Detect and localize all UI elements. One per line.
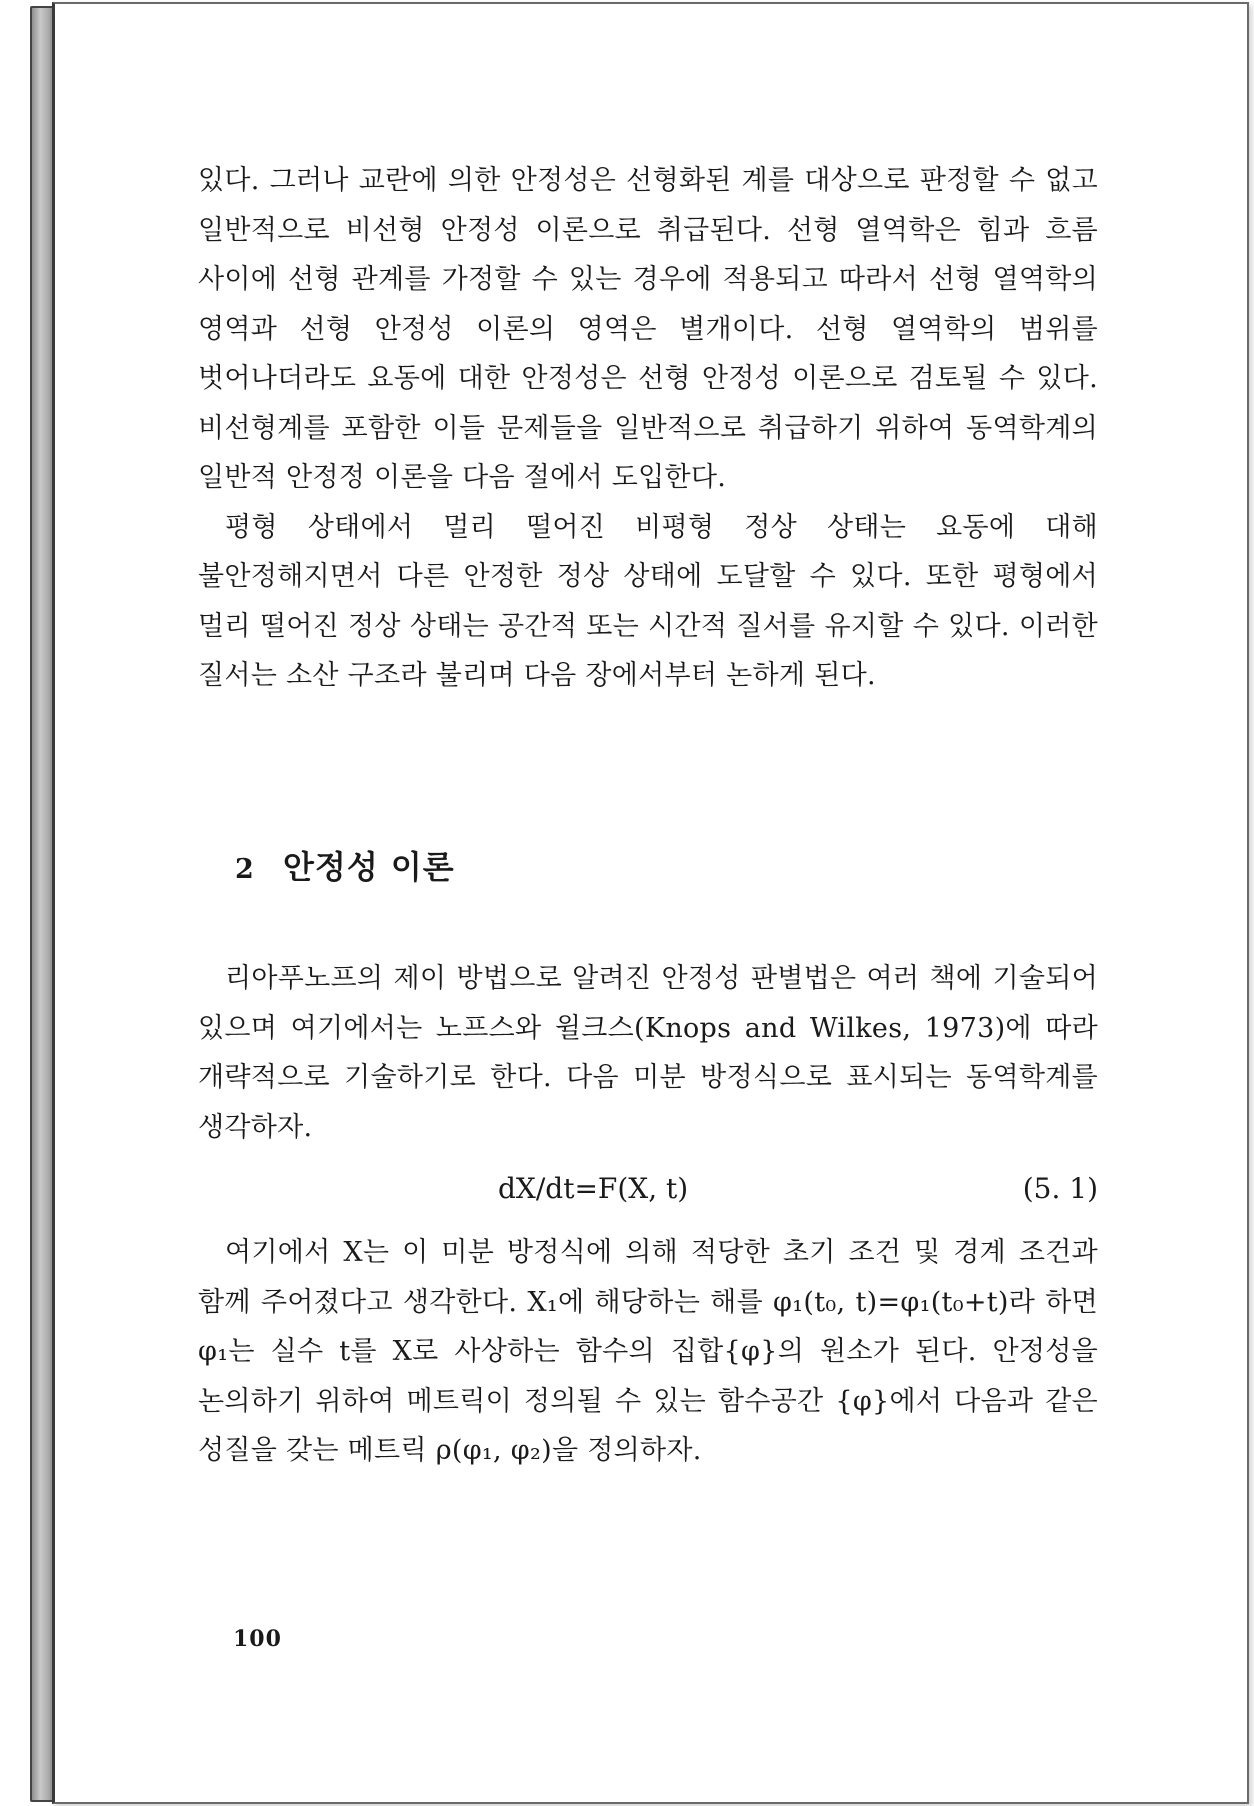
upper-text-block xyxy=(198,156,1098,701)
paragraph: 있다. 그러나 교란에 의한 안정성은 선형화된 계를 대상으로 판정할 수 없고 일반적으로 비선형 안정성 이론으로 취급된다. 선형 열역학은 힘과 흐름 사이에 선형 관계를 가정할 수 있는 경우에 적용되고 따라서 선형 열역학의 영역과 선형 안정성 이론의 영역은 별개이다. 선형 열역학의 범위를 벗어나더라도 요동에 대한 안정성은 선형 안정성 이론으로 검토될 수 있다. 비선형계를 포함한 이들 문제들을 일반적으로 취급하기 위하여 동역학계의 일반적 안정정 이론을 다음 절에서 도입한다. xyxy=(198,165,1098,493)
paragraph: 리아푸노프의 제이 방법으로 알려진 안정성 판별법은 여러 책에 기술되어 있으며 여기에서는 노프스와 윌크스(Knops and Wilkes, 1973)에 따라 개략적으로 기술하기로 한다. 다음 미분 방정식으로 표시되는 동역학계를 생각하자. xyxy=(198,963,1098,1143)
paragraph: 여기에서 X는 이 미분 방정식에 의해 적당한 초기 조건 및 경계 조건과 함께 주어졌다고 생각한다. X₁에 해당하는 해를 φ₁(t₀, t)=φ₁(t₀+t)라 하면 φ₁는 실수 t를 X로 사상하는 함수의 집합{φ}의 원소가 된다. 안정성을 논의하기 위하여 메트릭이 정의될 수 있는 함수공간 {φ}에서 다음과 같은 성질을 갖는 메트릭 ρ(φ₁, φ₂)을 정의하자. xyxy=(198,1237,1098,1466)
section-heading xyxy=(235,842,455,888)
book-page xyxy=(52,2,1249,1804)
equation-number: (5. 1) xyxy=(1022,1172,1098,1205)
equation xyxy=(198,1158,1098,1220)
lower-text-block xyxy=(198,954,1098,1476)
section-number: 2 xyxy=(235,854,255,885)
equation-expression: dX/dt=F(X, t) xyxy=(498,1172,689,1205)
page-number: 100 xyxy=(233,1626,282,1652)
book xyxy=(30,2,1248,1802)
paragraph: 평형 상태에서 멀리 떨어진 비평형 정상 상태는 요동에 대해 불안정해지면서 다른 안정한 정상 상태에 도달할 수 있다. 또한 평형에서 멀리 떨어진 정상 상태는 공간적 또는 시간적 질서를 유지할 수 있다. 이러한 질서는 소산 구조라 불리며 다음 장에서부터 논하게 된다. xyxy=(198,511,1098,691)
section-title: 안정성 이론 xyxy=(283,848,455,886)
